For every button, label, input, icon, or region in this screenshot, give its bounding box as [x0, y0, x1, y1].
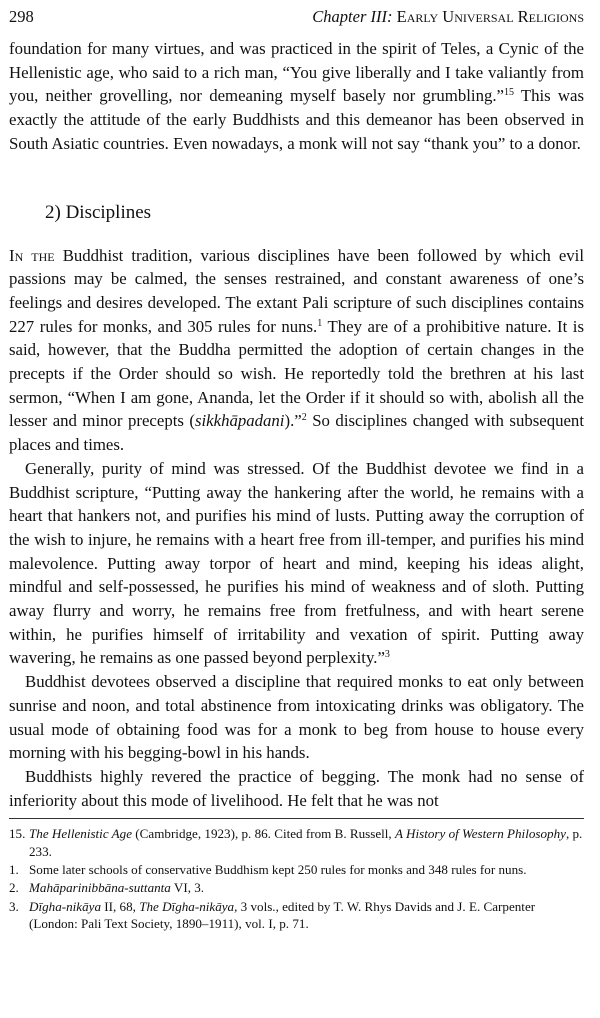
paragraph-begging: Buddhists highly revered the practice of begging. The monk had no sense of inferiority about this mode of livelihood. He felt that he was not: [9, 766, 584, 810]
footnote-ref-15: 15: [504, 87, 514, 99]
paragraph-food: Buddhist devotees observed a discipline that required monks to eat only between sunrise and noon, and total abstinence from intoxicating drinks was obligatory. The usual mode of obtaining food was for a monk to beg from house to house every morning with his begging-bowl in his hands.: [9, 672, 584, 763]
footnote-2: 2. Mahāparinibbāna-suttanta VI, 3.: [9, 880, 205, 896]
body-text: [9, 37, 584, 812]
paragraph-intro: foundation for many virtues, and was practiced in the spirit of Teles, a Cynic of the Hellenistic age, who said to a rich man, “You give liberally and I take valiantly from you, neither grovelling, nor demeaning myself basely nor grumbling.”$^{15}$ This was exactly the attitude of the early Buddhists and this demeanor has been observed in South Asiatic countries. Even nowadays, a monk will not say “thank you” to a donor.: [9, 39, 584, 153]
footnotes: [9, 825, 584, 932]
pali-term: sikkhāpadani: [194, 411, 285, 431]
page-number: 298: [9, 7, 34, 26]
paragraph-disciplines: In the Buddhist tradition, various disciplines have been followed by which evil passions may be calmed, the senses restrained, and constant awareness of one’s feelings and desires developed. The extant Pali scripture of such disciplines contains 227 rules for monks, and 305 rules for nuns.$^1$ They are of a prohibitive nature. It is said, however, that the Buddha permitted the adoption of certain changes in the precepts if the Order should so wish. He reportedly told the brethren at his last sermon, “When I am gone, Ananda, let the Order if it should so with, abolish all the lesser and minor precepts (sikkhāpadani).”$^2$ So disciplines changed with subsequent places and times.: [9, 245, 584, 455]
running-header: [9, 6, 584, 28]
footnote-ref-2: 2: [301, 412, 307, 424]
footnote-ref-1: 1: [317, 317, 323, 329]
footnote-divider: [9, 818, 584, 819]
footnote-3: 3. Dīgha-nikāya II, 68, The Dīgha-nikāya, 3 vols., edited by T. W. Rhys Davids and J. E. Carpenter (London: Pali Text Society, 1890–1911), vol. I, p. 71.: [9, 898, 536, 931]
paragraph-purity: Generally, purity of mind was stressed. Of the Buddhist devotee we find in a Buddhist scripture, “Putting away the hankering after the world, he remains with a heart that hankers not, and purifies his mind of lusts. Putting away the corruption of the wish to injure, he remains with a heart free from ill-temper, and purifies his mind malevolence. Putting away torpor of heart and mind, keeping his ideas alight, mindful and self-possessed, he purifies his mind of weakness and of sloth. Putting away flurry and worry, he remains free from fretfulness, and with heart serene within, he purifies himself of irritability and vexation of spirit. Putting away wavering, he remains as one passed beyond perplexity.”$^3$: [9, 458, 584, 668]
footnote-ref-3: 3: [384, 649, 390, 661]
footnote-1: 1. Some later schools of conservative Buddhism kept 250 rules for monks and 348 rules for nuns.: [9, 861, 527, 877]
chapter-title: Chapter III: Early Universal Religions: [312, 7, 584, 26]
footnote-15: 15. The Hellenistic Age (Cambridge, 1923), p. 86. Cited from B. Russell, A History of Western Philosophy, p. 233.: [9, 826, 583, 859]
section-heading: 2) Disciplines: [45, 201, 152, 223]
